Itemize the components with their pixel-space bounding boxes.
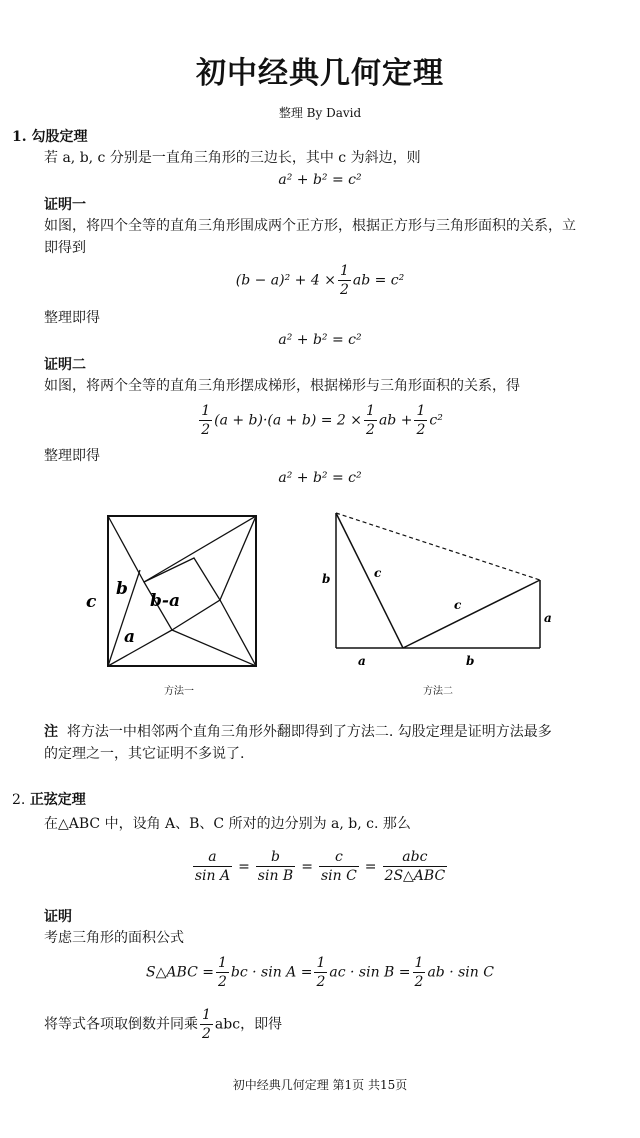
proof-1-result: a² + b² = c² (278, 332, 362, 348)
proof-1-text-line1: 如图，将四个全等的直角三角形围成两个正方形，根据正方形与三角形面积的关系，立 (44, 218, 576, 234)
area-formula-equation (0, 954, 640, 991)
fraction-numerator: 1 (366, 403, 375, 419)
proof-2-eq-part2: ab + (378, 412, 413, 429)
note-line-1 (44, 722, 552, 742)
fraction-a-over-sinA (193, 848, 232, 885)
figure-2-caption: 方法二 (423, 686, 453, 697)
figure-1-caption: 方法一 (164, 686, 194, 697)
fraction-denominator: 2 (316, 974, 326, 990)
section-2-last-line (44, 1006, 282, 1043)
figure-method-2 (310, 505, 560, 675)
area-left: S△ABC = (146, 964, 214, 981)
section-2-proof-heading: 证明 (44, 909, 72, 925)
area-term-2: ac · sin B = (329, 964, 411, 981)
dashed-hypotenuse (336, 513, 540, 580)
segment (220, 600, 256, 666)
fraction-denominator: 2 (202, 1026, 211, 1042)
fraction-denominator: 2 (416, 422, 426, 438)
segment (220, 516, 256, 600)
fraction-abc-over-2S (383, 848, 448, 885)
proof-1-after: 整理即得 (44, 310, 100, 326)
half-fraction (414, 402, 427, 439)
fraction-numerator: b (256, 848, 295, 867)
half-fraction (413, 954, 426, 991)
note-text-1: 将方法一中相邻两个直角三角形外翻即得到了方法二. 勾股定理是证明方法最多 (66, 724, 552, 740)
section-2-heading (12, 790, 86, 810)
fraction-denominator: 2 (339, 282, 349, 298)
page-title: 初中经典几何定理 (196, 56, 444, 91)
hypotenuse-1 (336, 513, 403, 648)
half-fraction (314, 954, 327, 991)
note-line-2: 的定理之一，其它证明不多说了. (44, 746, 245, 762)
fraction-denominator: 2 (201, 422, 211, 438)
fraction-numerator: 1 (202, 1007, 211, 1023)
half-fraction (200, 1006, 213, 1043)
section-2-title: 正弦定理 (29, 792, 86, 808)
fraction-numerator: a (193, 848, 232, 867)
author-line: 整理 By David (278, 106, 362, 120)
proof-2-heading: 证明二 (44, 357, 86, 373)
proof-1-eq-left: (b − a)² + 4 × (235, 272, 336, 289)
hypotenuse-2 (403, 580, 540, 648)
section-2-proof-text: 考虑三角形的面积公式 (44, 930, 184, 946)
fraction-numerator: 1 (416, 403, 426, 419)
proof-1-heading: 证明一 (44, 197, 86, 213)
last-line-tail: abc，即得 (214, 1016, 283, 1033)
fraction-denominator: sin B (257, 868, 294, 884)
section-1-intro: 若 a, b, c 分别是一直角三角形的三边长，其中 c 为斜边，则 (44, 150, 421, 166)
proof-2-after: 整理即得 (44, 448, 100, 464)
half-fraction (216, 954, 229, 991)
fig2-label-b-left: b (322, 572, 331, 586)
fraction-numerator: 1 (201, 403, 211, 419)
proof-1-equation (0, 262, 640, 299)
area-term-1: bc · sin A = (230, 964, 313, 981)
proof-1-eq-right: ab = c² (352, 272, 405, 289)
proof-2-equation (0, 402, 640, 439)
area-term-3: ab · sin C (427, 964, 494, 981)
fig2-label-c1: c (374, 566, 382, 580)
fraction-denominator: 2 (414, 974, 424, 990)
fig1-label-b: b (116, 579, 128, 599)
fraction-numerator: abc (383, 848, 448, 867)
fig1-label-c: c (86, 592, 97, 612)
fraction-numerator: 1 (339, 263, 349, 279)
fraction-numerator: 1 (316, 955, 326, 971)
half-fraction (199, 402, 212, 439)
fig2-label-a-bottom: a (358, 654, 366, 668)
half-fraction (338, 262, 351, 299)
fig1-label-b-minus-a: b-a (150, 591, 180, 611)
fraction-numerator: 1 (414, 955, 424, 971)
fraction-denominator: 2 (366, 422, 375, 438)
pythagoras-equation: a² + b² = c² (278, 172, 362, 188)
fraction-b-over-sinB (256, 848, 295, 885)
fraction-denominator: sin C (320, 868, 357, 884)
fraction-numerator: c (319, 848, 359, 867)
fig2-label-a-right: a (544, 611, 552, 625)
fig2-label-b-bottom: b (466, 654, 475, 668)
fig1-label-a: a (124, 627, 136, 647)
section-1-heading: 1. 勾股定理 (12, 129, 88, 145)
half-fraction (364, 402, 377, 439)
section-2-number: 2. (12, 792, 26, 808)
proof-1-text-line2: 即得到 (44, 240, 86, 256)
proof-2-result: a² + b² = c² (278, 470, 362, 486)
fraction-numerator: 1 (217, 955, 227, 971)
fig2-label-c2: c (454, 598, 462, 612)
fraction-denominator: 2S△ABC (384, 868, 446, 884)
page-footer: 初中经典几何定理 第1页 共15页 (232, 1078, 408, 1092)
sine-rule-equation: $\frac{a}{\text{sin A}}$ = $\frac{b}{\text{sin B}}$ = $\frac{c}{\text{sin C}}$ = $\frac{\text{abc}}{\text{2S△ABC}}$ (194, 849, 446, 884)
fraction-c-over-sinC (319, 848, 359, 885)
note-label: 注 (44, 724, 58, 740)
segment (108, 516, 144, 582)
segment (172, 630, 256, 666)
figure-method-1 (80, 508, 270, 678)
proof-2-eq-part3: c² (429, 412, 443, 429)
section-2-intro: 在△ABC 中，设角 A、B、C 所对的边分别为 a, b, c. 那么 (44, 816, 411, 832)
segment (144, 516, 256, 582)
fraction-denominator: 2 (217, 974, 227, 990)
fraction-denominator: sin A (194, 868, 231, 884)
proof-2-text: 如图，将两个全等的直角三角形摆成梯形，根据梯形与三角形面积的关系，得 (44, 378, 520, 394)
proof-2-eq-part1: (a + b)·(a + b) = 2 × (214, 412, 363, 429)
last-line-text: 将等式各项取倒数并同乘 (44, 1016, 198, 1033)
